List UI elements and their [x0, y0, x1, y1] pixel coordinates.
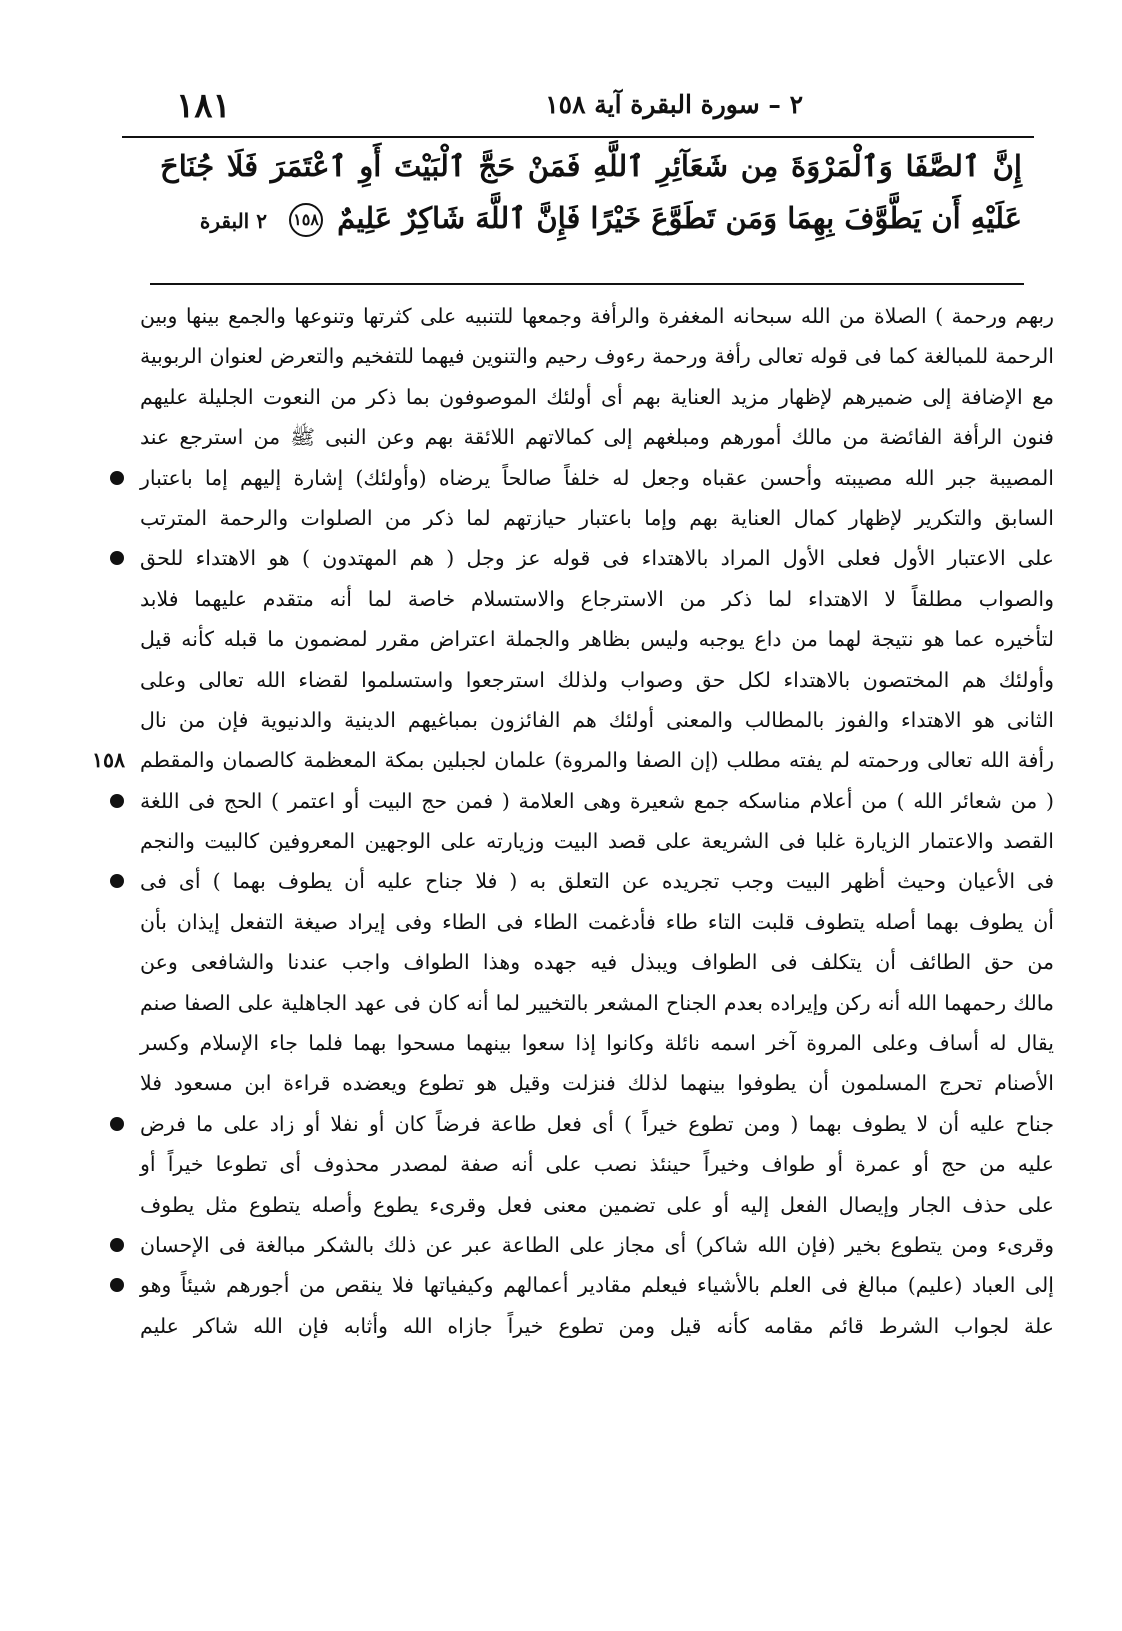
commentary-line: مالك رحمهما الله أنه ركن وإيراده بعدم الجناح المشعر بالتخيير لما أنه كان فى عهد الجاهلية على الصفا صنم: [140, 990, 1054, 1015]
commentary-line: الثانى هو الاهتداء والفوز بالمطالب والمعنى أولئك هم الفائزون بمباغيهم الدينية والدنيوية فإن من نال: [140, 707, 1054, 732]
commentary-line: فى الأعيان وحيث أظهر البيت وجب تجريده عن التعلق به ( فلا جناح عليه أن يطوف بهما ) أى فى: [140, 861, 1054, 901]
commentary-line: لتأخيره عما هو نتيجة لهما من داع يوجبه وليس بظاهر والجملة اعتراض مقرر لمضمون ما قبله كأنه قيل: [140, 627, 1055, 652]
page-header: [128, 88, 1033, 130]
commentary-line: من حق الطائف أن يتكلف فى الطواف ويبذل فيه جهده وهذا الطواف واجب عندنا والشافعى وعن: [140, 950, 1054, 975]
section-bullet-icon: [110, 874, 124, 888]
commentary-line: على حذف الجار وإيصال الفعل إليه أو على تضمين معنى فعل وقرىء يطوع وأصله يتطوع مثل يطوف: [140, 1192, 1054, 1217]
section-bullet-icon: [110, 471, 124, 485]
verse-rule: [150, 283, 1024, 285]
commentary-line: مع الإضافة إلى ضميرهم لإظهار مزيد العناية بهم أى أولئك الموصوفون بما ذكر من النعوت الجليلة عليهم: [140, 384, 1054, 409]
margin-verse-number: ١٥٨: [92, 748, 126, 773]
section-bullet-icon: [110, 794, 124, 808]
ayah-number-mark: ١٥٨: [289, 203, 323, 237]
commentary-line: فنون الرأفة الفائضة من مالك أمورهم ومبلغهم إلى كمالاتهم اللائقة بهم وعن النبى ﷺ من استرجع عند: [140, 425, 1054, 450]
commentary-line: القصد والاعتمار الزيارة غلبا فى الشريعة على قصد البيت وزيارته على الوجهين المعروفين كالبيت والنجم: [140, 829, 1054, 854]
running-head: ٢ – سورة البقرة آية ١٥٨: [545, 90, 803, 119]
commentary-line: وقرىء ومن يتطوع بخير (فإن الله شاكر) أى مجاز على الطاعة عبر عن ذلك بالشكر مبالغة فى الإحسان: [140, 1225, 1054, 1265]
section-bullet-icon: [110, 1117, 124, 1131]
page-number: ١٨١: [176, 86, 231, 126]
verse-text: إِنَّ ٱلصَّفَا وَٱلْمَرْوَةَ مِن شَعَآئِرِ ٱللَّهِ فَمَنْ حَجَّ ٱلْبَيْتَ أَوِ ٱعْتَمَرَ فَلَا جُنَاحَ عَلَيْهِ أَن يَطَّوَّفَ بِهِمَا وَمَن تَطَوَّعَ خَيْرًا فَإِنَّ ٱللَّهَ شَاكِرٌ عَلِيمٌ: [160, 149, 1022, 235]
commentary-line: والصواب مطلقاً لا الاهتداء لما ذكر من الاسترجاع والاستسلام خاصة لما أنه متقدم عليهما فلابد: [140, 586, 1054, 611]
quran-verse: [160, 140, 1022, 247]
commentary-line: يقال له أساف وعلى المروة آخر اسمه نائلة وكانوا إذا سعوا بينهما مسحوا بهما فلما جاء الإسلام وكسر: [140, 1031, 1054, 1056]
commentary-line: الرحمة للمبالغة كما فى قوله تعالى رأفة ورحمة رءوف رحيم والتنوين فيهما للتفخيم والتعرض لعنوان الربوبية: [140, 344, 1054, 369]
commentary-line: السابق والتكرير لإظهار كمال العناية بهم وإما باعتبار حيازتهم لما ذكر من الصلوات والرحمة المترتب: [140, 505, 1054, 530]
commentary-line: إلى العباد (عليم) مبالغ فى العلم بالأشياء فيعلم مقادير أعمالهم وكيفياتها فلا ينقص من أجورهم شيئاً وهو: [140, 1265, 1054, 1305]
section-bullet-icon: [110, 1238, 124, 1252]
commentary-line: رأفة الله تعالى ورحمته لم يفته مطلب (إن الصفا والمروة) علمان لجبلين بمكة المعظمة كالصمان والمقطم ١٥٨: [140, 740, 1054, 780]
commentary-line: عليه من حج أو عمرة أو طواف وخيراً حينئذ نصب على أنه صفة لمصدر محذوف أى تطوعا خيراً أو: [140, 1152, 1054, 1177]
section-bullet-icon: [110, 1278, 124, 1292]
commentary-line: علة لجواب الشرط قائم مقامه كأنه قيل ومن تطوع خيراً جازاه الله وأثابه فإن الله شاكر عليم: [140, 1313, 1054, 1338]
commentary-line: أن يطوف بهما أصله يتطوف قلبت التاء طاء فأدغمت الطاء فى الطاء وفى إيراد صيغة التفعل إيذان بأن: [140, 909, 1054, 934]
commentary-line: وأولئك هم المختصون بالاهتداء لكل حق وصواب ولذلك استرجعوا واستسلموا لقضاء الله تعالى وعلى: [140, 667, 1054, 692]
commentary-line: المصيبة جبر الله مصيبته وأحسن عقباه وجعل له خلفاً صالحاً يرضاه (وأولئك) إشارة إليهم إما باعتبار: [140, 458, 1054, 498]
verse-reference: ٢ البقرة: [199, 209, 267, 233]
commentary-line: الأصنام تحرج المسلمون أن يطوفوا بينهما لذلك فنزلت وقيل هو تطوع ويعضده قراءة ابن مسعود فلا: [140, 1071, 1054, 1096]
tafsir-commentary: [92, 296, 1055, 1346]
header-rule: [122, 136, 1034, 138]
section-bullet-icon: [110, 551, 124, 565]
commentary-line: ربهم ورحمة ) الصلاة من الله سبحانه المغفرة والرأفة وجمعها للتنبيه على كثرتها وتنوعها والجمع بينها وبين: [140, 304, 1054, 328]
commentary-line: ( من شعائر الله ) من أعلام مناسكه جمع شعيرة وهى العلامة ( فمن حج البيت أو اعتمر ) الحج فى اللغة: [140, 781, 1054, 821]
commentary-line: على الاعتبار الأول فعلى الأول المراد بالاهتداء فى قوله عز وجل ( هم المهتدون ) هو الاهتداء للحق: [140, 538, 1054, 578]
commentary-line: جناح عليه أن لا يطوف بهما ( ومن تطوع خيراً ) أى فعل طاعة فرضاً كان أو نفلا أو زاد على ما فرض: [140, 1104, 1054, 1144]
